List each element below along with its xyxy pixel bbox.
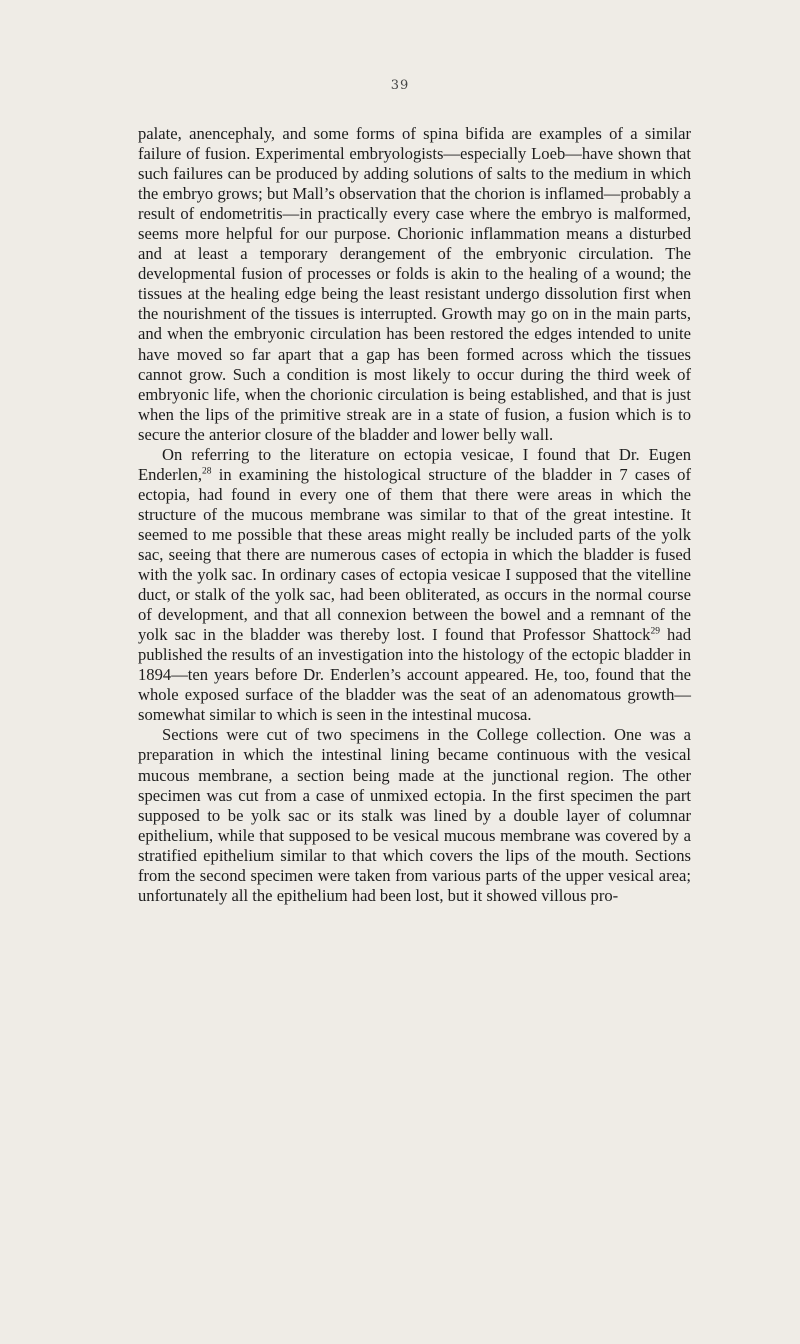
- footnote-ref-29: 29: [650, 626, 660, 637]
- paragraph-1: [138, 124, 691, 445]
- paragraph-2-text-end: had published the results of an investigation into the histology of the ectopic bladder in 1894—ten years before Dr. Enderlen’s account appeared. He, too, found that the whole exposed surface of the bladder was the seat of an adenomatous growth—somewhat similar to which is seen in the intestinal mucosa.: [138, 625, 692, 725]
- footnote-ref-28: 28: [202, 466, 212, 477]
- paragraph-2-text-start: On referring to the literature on ectopia vesicae, I found that Dr. Eugen Enderlen,: [138, 444, 691, 484]
- paragraph-3-text: Sections were cut of two specimens in the College collection. One was a preparation in which the intestinal lining became continuous with the vesical mucous membrane, a section being made at the junctional region. The other specimen was cut from a case of unmixed ectopia. In the first specimen the part supposed to be yolk sac or its stalk was lined by a double layer of columnar epithelium, while that supposed to be vesical mucous membrane was covered by a stratified epithelium similar to that which covers the lips of the mouth. Sections from the second specimen were taken from various parts of the upper vesical area; unfortunately all the epithelium had been lost, but it showed villous pro-: [138, 725, 691, 905]
- page-number: 39: [390, 78, 410, 93]
- paragraph-2-text-middle: in examining the histological structure of the bladder in 7 cases of ectopia, had found in every one of them that there were areas in which the structure of the mucous membrane was similar to that of the great intestine. It seemed to me possible that these areas might really be included parts of the yolk sac, seeing that there are numerous cases of ectopia in which the bladder is fused with the yolk sac. In ordinary cases of ectopia vesicae I supposed that the vitelline duct, or stalk of the yolk sac, had been obliterated, as occurs in the normal course of development, and that all connexion between the bowel and a remnant of the yolk sac in the bladder was thereby lost. I found that Professor Shattock: [138, 464, 691, 645]
- paragraph-3: [138, 725, 691, 905]
- body-text: [138, 124, 691, 906]
- paragraph-2: [138, 445, 691, 726]
- paragraph-1-text: palate, anencephaly, and some forms of spina bifida are examples of a similar failure of fusion. Experimental embryologists—especially Loeb—have shown that such failures can be produced by adding solutions of salts to the medium in which the embryo grows; but Mall’s observation that the chorion is inflamed—probably a result of endometritis—in practically every case where the embryo is malformed, seems more helpful for our purpose. Chorionic inflammation means a disturbed and at least a temporary derangement of the embryonic circulation. The developmental fusion of processes or folds is akin to the healing of a wound; the tissues at the healing edge being the least resistant undergo dissolution first when the nourishment of the tissues is interrupted. Growth may go on in the main parts, and when the embryonic circulation has been restored the edges intended to unite have moved so far apart that a gap has been formed across which the tissues cannot grow. Such a condition is most likely to occur during the third week of embryonic life, when the chorionic circulation is being established, and that is just when the lips of the primitive streak are in a state of fusion, a fusion which is to secure the anterior closure of the bladder and lower belly wall.: [138, 124, 691, 444]
